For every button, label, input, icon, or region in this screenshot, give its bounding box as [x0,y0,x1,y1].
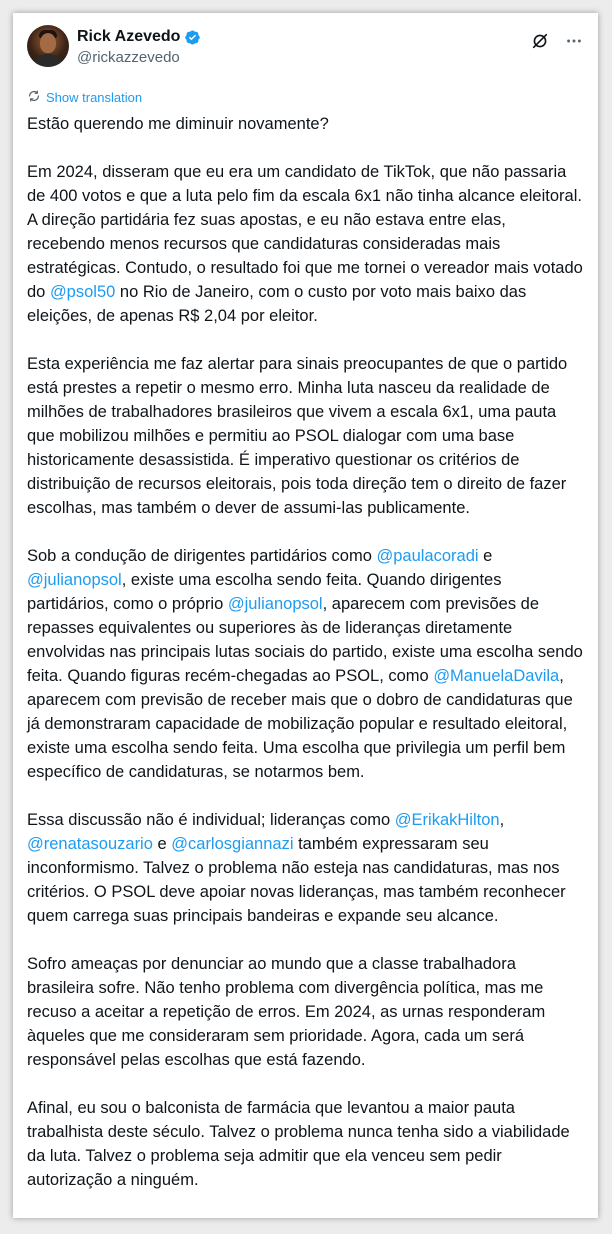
tweet-paragraph [27,952,584,1072]
tweet-text-segment: , existe uma escolha sendo feita. Quando dirigentes partidários, como o próprio [27,571,507,613]
mention-link[interactable]: @julianopsol [27,571,122,589]
tweet-paragraph [27,1096,584,1192]
tweet-text-segment: , [499,811,509,829]
mention-link[interactable]: @ManuelaDavila [433,667,560,685]
tweet-paragraph [27,160,588,328]
mention-link[interactable]: @renatasouzario [27,835,153,853]
tweet-text-segment: Estão querendo me diminuir novamente? [27,115,329,133]
tweet-paragraph [27,808,584,928]
more-icon[interactable] [564,31,584,51]
tweet-text [27,112,588,1192]
tweet-text-segment: Sob a condução de dirigentes partidários como [27,547,377,565]
grok-icon[interactable] [530,31,550,51]
author-handle[interactable]: @rickazzevedo [77,49,180,66]
avatar[interactable] [27,25,69,67]
tweet-text-segment: no Rio de Janeiro, com o custo por voto mais baixo das eleições, de apenas R$ 2,04 por eleitor. [27,283,531,325]
show-translation-label[interactable]: Show translation [46,90,143,105]
tweet-text-segment: e [152,835,172,853]
mention-link[interactable]: @carlosgiannazi [171,835,294,853]
tweet-text-segment: Afinal, eu sou o balconista de farmácia que levantou a maior pauta trabalhista deste século. Talvez o problema nunca tenha sido a viabilidade da luta. Talvez o problema seja admitir que ela venceu sem pedir autorização a ninguém. [27,1099,575,1189]
tweet-text-segment: e [478,547,497,565]
author-name-row[interactable] [77,28,201,46]
tweet-text-segment: Em 2024, disseram que eu era um candidato de TikTok, que não passaria de 400 votos e que a luta pelo fim da escala 6x1 não tinha alcance eleitoral. A direção partidária fez suas apostas, e eu não estava entre elas, recebendo menos recursos que candidaturas consideradas mais estratégicas. Contudo, o resultado foi que me tornei o vereador mais votado do [27,163,588,301]
author-info [77,28,201,66]
mention-link[interactable]: @julianopsol [227,595,323,613]
tweet-card [13,13,598,1218]
tweet-header [27,25,584,75]
tweet-text-segment: Essa discussão não é individual; lideranças como [27,811,395,829]
tweet-paragraph [27,544,588,784]
tweet-text-segment: também expressaram seu inconformismo. Talvez o problema não esteja nas candidaturas, mas nos critérios. O PSOL deve apoiar novas lideranças, mas também reconhecer quem carrega suas principais bandeiras e expande seu alcance. [27,835,571,925]
tweet-paragraph [27,352,584,520]
tweet-paragraph [27,112,584,136]
tweet-text-segment: , aparecem com previsão de receber mais que o dobro de candidaturas que já demonstraram capacidade de mobilização popular e resultado eleitoral, existe uma escolha sendo feita. Uma escolha que privilegia um perfil bem específico de candidaturas, se notarmos bem. [27,667,578,781]
verified-badge-icon [184,29,201,46]
tweet-actions [530,31,584,51]
author-name[interactable]: Rick Azevedo [77,28,181,45]
mention-link[interactable]: @ErikakHilton [394,811,500,829]
tweet-text-segment: , aparecem com previsões de repasses equivalentes ou superiores às de lideranças diretamente envolvidas nas principais lutas sociais do partido, existe uma escolha sendo feita. Quando figuras recém-chegadas ao PSOL, como [27,595,588,685]
tweet-text-segment: Sofro ameaças por denunciar ao mundo que a classe trabalhadora brasileira sofre. Não tenho problema com divergência política, mas me recuso a aceitar a repetição de erros. Em 2024, as urnas responderam àqueles que me consideraram sem prioridade. Agora, cada um será responsável pelas escolhas que está fazendo. [27,955,550,1069]
translate-icon [27,89,41,106]
mention-link[interactable]: @psol50 [49,283,116,301]
show-translation-link[interactable] [27,89,584,106]
tweet-text-segment: Esta experiência me faz alertar para sinais preocupantes de que o partido está prestes a repetir o mesmo erro. Minha luta nasceu da realidade de milhões de trabalhadores brasileiros que vivem a escala 6x1, uma pauta que mobilizou milhões e permitiu ao PSOL dialogar com uma base historicamente desassistida. É imperativo questionar os critérios de distribuição de recursos eleitorais, pois toda direção tem o direito de fazer escolhas, mas também o dever de assumi-las publicamente. [27,355,572,517]
mention-link[interactable]: @paulacoradi [376,547,479,565]
